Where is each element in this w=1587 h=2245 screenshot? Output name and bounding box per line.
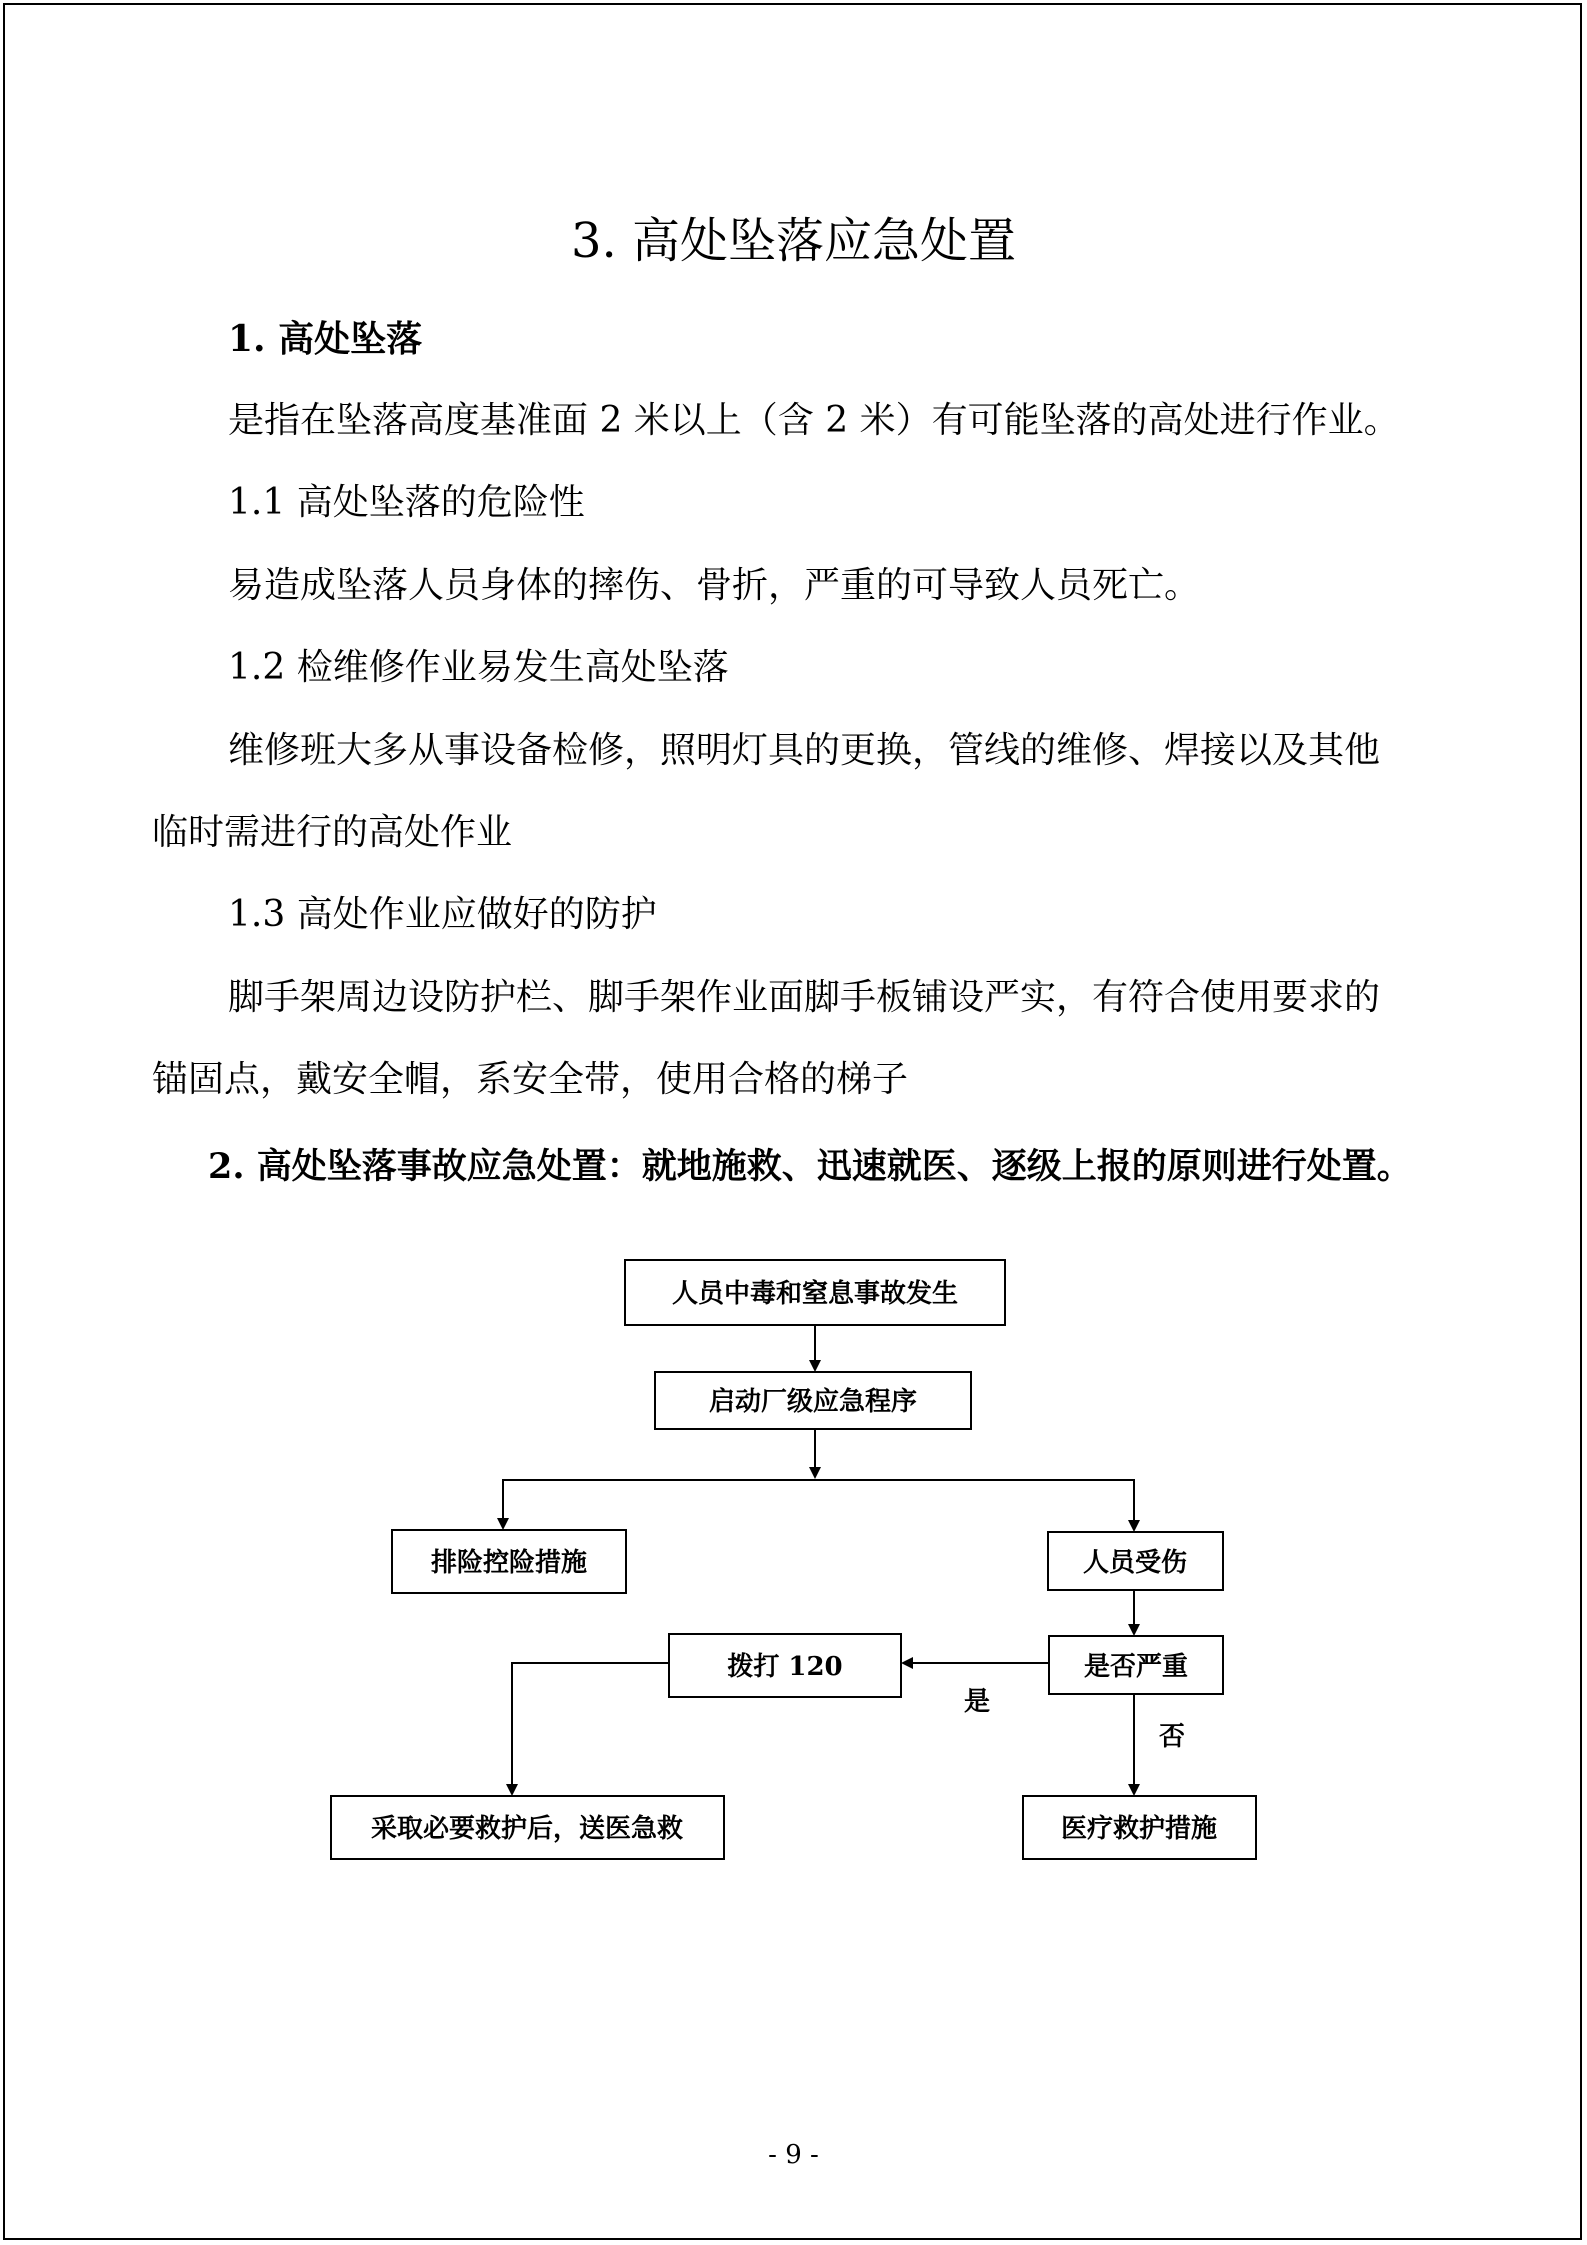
section-1-definition: 是指在坠落高度基准面 2 米以上（含 2 米）有可能坠落的高处进行作业。 xyxy=(228,400,1400,441)
page-number: - 9 - xyxy=(768,2140,819,2170)
flow-severe-question-label: 是否严重 xyxy=(1083,1652,1189,1682)
flow-medical-label: 医疗救护措施 xyxy=(1060,1814,1218,1844)
flow-no-label: 否 xyxy=(1158,1722,1186,1752)
flow-yes-label: 是 xyxy=(963,1687,991,1717)
flow-activate-label: 启动厂级应急程序 xyxy=(708,1387,918,1417)
section-1-heading: 1. 高处坠落 xyxy=(228,318,423,360)
arrow-call-to-send-hospital xyxy=(512,1663,669,1794)
flow-call-label: 拨打 120 xyxy=(727,1652,843,1682)
flow-send-hospital-label: 采取必要救护后，送医急救 xyxy=(370,1814,684,1844)
subsection-1-2-text-line2: 临时需进行的高处作业 xyxy=(152,812,513,853)
flow-injury-label: 人员受伤 xyxy=(1082,1548,1188,1578)
flow-risk-control-label: 排险控险措施 xyxy=(430,1548,588,1578)
branch-line xyxy=(503,1480,1134,1530)
section-2-heading: 2. 高处坠落事故应急处置：就地施救、迅速就医、逐级上报的原则进行处置。 xyxy=(208,1146,1412,1187)
subsection-1-3-title: 1.3 高处作业应做好的防护 xyxy=(228,894,657,935)
subsection-1-3-text-line1: 脚手架周边设防护栏、脚手架作业面脚手板铺设严实，有符合使用要求的 xyxy=(228,977,1381,1018)
subsection-1-1-text: 易造成坠落人员身体的摔伤、骨折，严重的可导致人员死亡。 xyxy=(228,565,1201,606)
subsection-1-3-text-line2: 锚固点，戴安全帽，系安全带，使用合格的梯子 xyxy=(152,1059,909,1100)
flow-start-label: 人员中毒和窒息事故发生 xyxy=(671,1279,959,1309)
subsection-1-1-title: 1.1 高处坠落的危险性 xyxy=(228,482,585,523)
page-title: 3. 高处坠落应急处置 xyxy=(570,213,1017,269)
subsection-1-2-title: 1.2 检维修作业易发生高处坠落 xyxy=(228,647,729,688)
subsection-1-2-text-line1: 维修班大多从事设备检修，照明灯具的更换，管线的维修、焊接以及其他 xyxy=(228,730,1381,771)
